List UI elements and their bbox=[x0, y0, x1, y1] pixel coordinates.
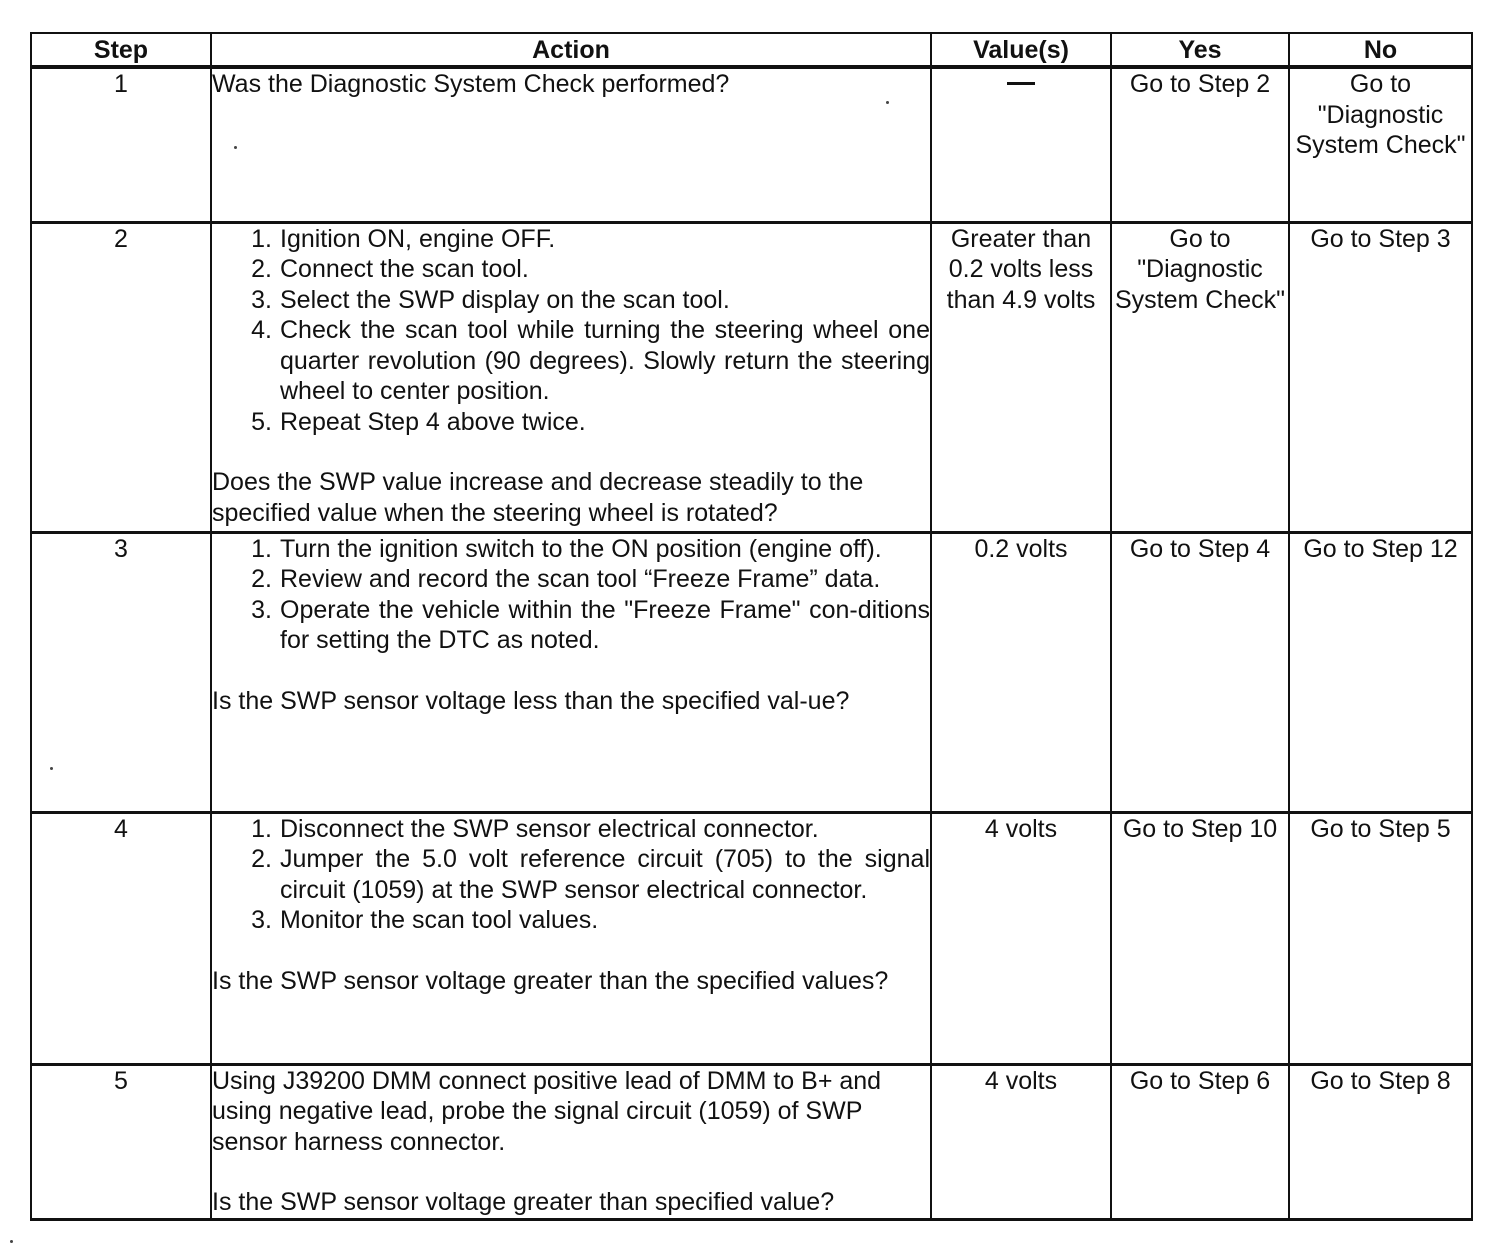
table-header bbox=[31, 33, 1472, 67]
header-yes: Yes bbox=[1111, 33, 1289, 67]
scan-speck bbox=[886, 101, 889, 104]
header-row bbox=[31, 33, 1472, 67]
question-text: Is the SWP sensor voltage greater than the specified values? bbox=[212, 966, 889, 995]
no-cell: Go to "Diagnostic System Check" bbox=[1289, 67, 1472, 222]
value-cell: Greater than 0.2 volts less than 4.9 volts bbox=[931, 222, 1111, 532]
dash-mark bbox=[1007, 82, 1035, 85]
header-step: Step bbox=[31, 33, 211, 67]
header-no: No bbox=[1289, 33, 1472, 67]
list-item: 1. Ignition ON, engine OFF. bbox=[251, 224, 556, 253]
list-item: 4. Check the scan tool while turning the steering wheel one quarter revolution (90 degrees). Slowly return the steering wheel to center position. bbox=[251, 316, 930, 405]
instruction-list bbox=[212, 534, 930, 656]
list-item: 3. Monitor the scan tool values. bbox=[251, 906, 599, 934]
value-cell: 0.2 volts bbox=[931, 532, 1111, 812]
yes-cell: Go to Step 2 bbox=[1111, 67, 1289, 222]
list-item: 2. Connect the scan tool. bbox=[251, 255, 529, 283]
action-cell bbox=[211, 1064, 931, 1219]
scan-speck bbox=[10, 1240, 13, 1243]
question-text: Does the SWP value increase and decrease steadily to the specified value when the steering wheel is rotated? bbox=[212, 468, 864, 527]
header-values: Value(s) bbox=[931, 33, 1111, 67]
action-text: Using J39200 DMM connect positive lead of DMM to B+ and using negative lead, probe the signal circuit (1059) of SWP sensor harness connector. bbox=[212, 1066, 882, 1156]
table-row bbox=[31, 222, 1472, 532]
no-cell: Go to Step 5 bbox=[1289, 812, 1472, 1064]
value-cell: 4 volts bbox=[931, 812, 1111, 1064]
action-cell bbox=[211, 532, 931, 812]
question-text: Is the SWP sensor voltage greater than specified value? bbox=[212, 1188, 835, 1216]
list-item: 1. Turn the ignition switch to the ON position (engine off). bbox=[251, 534, 882, 563]
diagnostic-table bbox=[30, 32, 1473, 1221]
yes-cell: Go to Step 4 bbox=[1111, 532, 1289, 812]
no-cell: Go to Step 8 bbox=[1289, 1064, 1472, 1219]
list-item: 1. Disconnect the SWP sensor electrical connector. bbox=[251, 814, 819, 843]
value-cell: 4 volts bbox=[931, 1064, 1111, 1219]
list-item: 3. Operate the vehicle within the "Freeze Frame" con-ditions for setting the DTC as noted. bbox=[251, 595, 930, 654]
action-text: Was the Diagnostic System Check performed? bbox=[212, 70, 730, 98]
no-cell: Go to Step 3 bbox=[1289, 222, 1472, 532]
list-item: 5. Repeat Step 4 above twice. bbox=[251, 407, 586, 436]
question-text: Is the SWP sensor voltage less than the specified val-ue? bbox=[212, 686, 850, 715]
step-number: 2 bbox=[31, 222, 211, 532]
table-row bbox=[31, 812, 1472, 1064]
list-item: 2. Jumper the 5.0 volt reference circuit (705) to the signal circuit (1059) at the SWP sensor electrical connector. bbox=[251, 845, 930, 904]
yes-cell: Go to Step 6 bbox=[1111, 1064, 1289, 1219]
step-number: 5 bbox=[31, 1064, 211, 1219]
value-cell bbox=[931, 67, 1111, 222]
yes-cell: Go to Step 10 bbox=[1111, 812, 1289, 1064]
action-cell bbox=[211, 222, 931, 532]
scan-speck bbox=[50, 767, 53, 770]
step-number: 4 bbox=[31, 812, 211, 1064]
step-number: 1 bbox=[31, 67, 211, 222]
instruction-list bbox=[212, 814, 930, 936]
list-item: 2. Review and record the scan tool “Freeze Frame” data. bbox=[251, 565, 881, 593]
table-row bbox=[31, 67, 1472, 222]
step-number: 3 bbox=[31, 532, 211, 812]
scan-speck bbox=[234, 146, 237, 149]
list-item: 3. Select the SWP display on the scan tool. bbox=[251, 285, 730, 314]
table-row bbox=[31, 1064, 1472, 1219]
instruction-list bbox=[212, 224, 930, 438]
header-action: Action bbox=[211, 33, 931, 67]
no-cell: Go to Step 12 bbox=[1289, 532, 1472, 812]
action-cell bbox=[211, 67, 931, 222]
yes-cell: Go to "Diagnostic System Check" bbox=[1111, 222, 1289, 532]
table-row bbox=[31, 532, 1472, 812]
action-cell bbox=[211, 812, 931, 1064]
